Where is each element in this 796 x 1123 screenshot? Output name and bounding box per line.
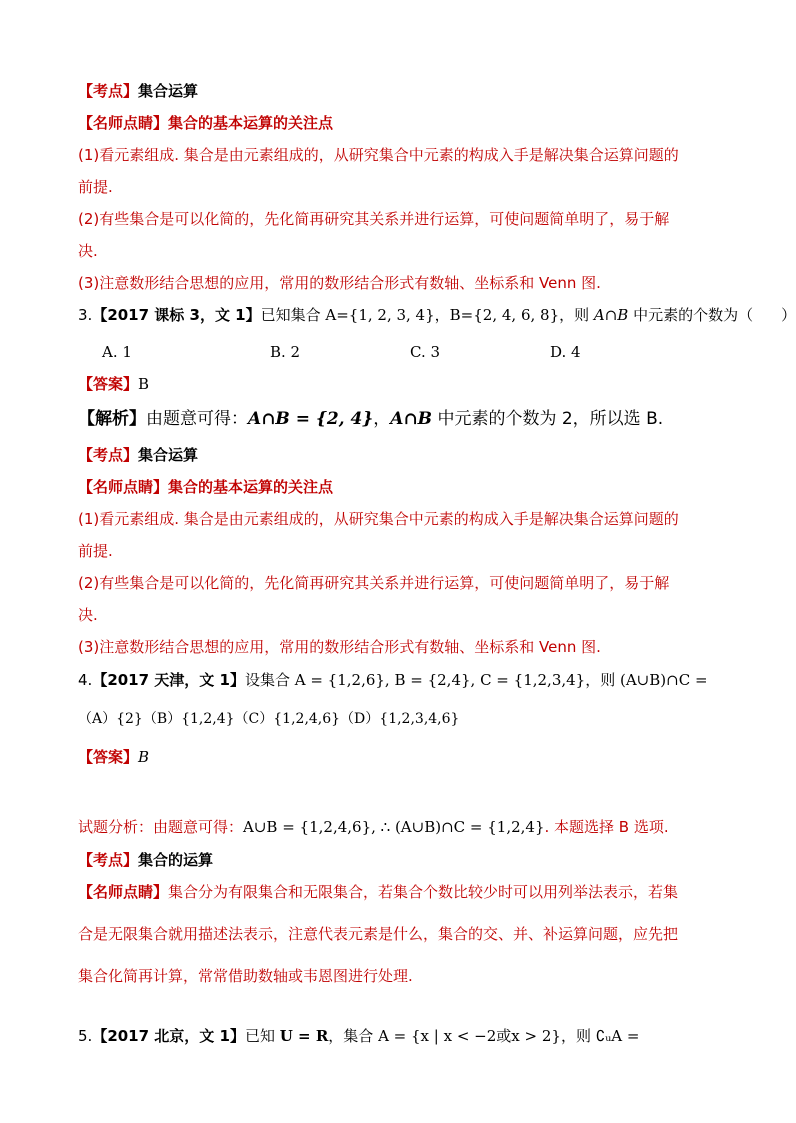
kaodian-text: 集合运算: [138, 446, 199, 464]
question-stem-part: 已知集合 A={1, 2, 3, 4}，B={2, 4, 6, 8}，则: [260, 306, 594, 324]
point-1b: 前提.: [78, 178, 113, 196]
point-2a: (2)有些集合是可以化简的，先化简再研究其关系并进行运算，可使问题简单明了，易于解: [78, 210, 670, 228]
analysis-text: ，: [373, 409, 391, 429]
answer-value: B: [138, 748, 150, 766]
dianjing-tag: 【名师点睛】: [78, 883, 169, 901]
answer-tag: 【答案】: [78, 748, 139, 766]
answer-value: B: [138, 375, 150, 393]
analysis-line-3: [78, 408, 663, 430]
math-expression: A∩B: [390, 409, 433, 429]
kaodian-text: 集合的运算: [138, 851, 214, 869]
point-2a: (2)有些集合是可以化简的，先化简再研究其关系并进行运算，可使问题简单明了，易于解: [78, 574, 670, 592]
math-expression: A∪B = {1,2,4,6}, ∴ (A∪B)∩C = {1,2,4}: [243, 818, 545, 836]
point-1b: 前提.: [78, 542, 113, 560]
point-3: (3)注意数形结合思想的应用，常用的数形结合形式有数轴、坐标系和 Venn 图.: [78, 638, 601, 656]
option-d: D. 4: [550, 343, 581, 361]
analysis-text: 由题意可得：: [146, 409, 248, 429]
point-1a: (1)看元素组成. 集合是由元素组成的，从研究集合中元素的构成入手是解决集合运算问题的: [78, 146, 679, 164]
math-expression: A = {1,2,6}, B = {2,4}, C = {1,2,3,4}: [294, 671, 586, 689]
question-4-stem: [78, 669, 708, 691]
analysis-text: 中元素的个数为 2，所以选 B.: [432, 409, 664, 429]
answer-line-4: [78, 746, 149, 768]
dianjing-text: 集合分为有限集合和无限集合，若集合个数比较少时可以用列举法表示，若集: [168, 883, 679, 901]
kaodian-text: 集合运算: [138, 82, 199, 100]
dianjing-tag: 【名师点睛】: [78, 114, 169, 132]
question-4-options: （A）{2}（B）{1,2,4}（C）{1,2,4,6}（D）{1,2,3,4,6}: [78, 711, 460, 727]
point-2b: 决.: [78, 606, 98, 624]
question-stem-part: ，集合: [328, 1027, 379, 1045]
dianjing-continued: 集合化简再计算，常常借助数轴或韦恩图进行处理.: [78, 967, 413, 985]
question-stem-part: ）: [781, 306, 796, 324]
question-number: 3.: [78, 306, 93, 324]
question-stem-part: ，则: [560, 1027, 596, 1045]
analysis-text: 试题分析：由题意可得：: [78, 818, 244, 836]
question-source: 【2017 天津，文 1】: [92, 671, 245, 689]
kaodian-line-1: [78, 80, 198, 102]
point-3: (3)注意数形结合思想的应用，常用的数形结合形式有数轴、坐标系和 Venn 图.: [78, 274, 601, 292]
math-expression: ∁ᵤA =: [595, 1027, 640, 1045]
math-expression: (A∪B)∩C =: [620, 671, 708, 689]
analysis-text: . 本题选择 B 选项.: [544, 818, 669, 836]
option-c: C. 3: [410, 343, 441, 361]
kaodian-tag: 【考点】: [78, 82, 139, 100]
point-1a: (1)看元素组成. 集合是由元素组成的，从研究集合中元素的构成入手是解决集合运算问题的: [78, 510, 679, 528]
math-expression: A = {x | x < −2或x > 2}: [378, 1027, 561, 1045]
answer-line-3: [78, 373, 149, 395]
kaodian-line-3: [78, 849, 213, 871]
analysis-tag: 【解析】: [78, 409, 146, 429]
question-number: 4.: [78, 671, 93, 689]
question-stem-part: ，则: [585, 671, 620, 689]
dianjing-line-1: [78, 112, 333, 134]
dianjing-line-3: [78, 881, 678, 903]
point-2b: 决.: [78, 242, 98, 260]
answer-tag: 【答案】: [78, 375, 139, 393]
dianjing-text: 集合的基本运算的关注点: [168, 478, 334, 496]
dianjing-continued: 合是无限集合就用描述法表示，注意代表元素是什么，集合的交、并、补运算问题，应先把: [78, 925, 679, 943]
question-stem-part: 中元素的个数为（: [628, 306, 754, 324]
math-expression: U = R: [279, 1027, 329, 1045]
kaodian-tag: 【考点】: [78, 851, 139, 869]
question-source: 【2017 课标 3，文 1】: [92, 306, 261, 324]
math-expression: A∩B: [593, 306, 629, 324]
option-b: B. 2: [270, 343, 301, 361]
option-a: A. 1: [102, 343, 132, 361]
dianjing-line-2: [78, 476, 333, 498]
analysis-line-4: [78, 816, 669, 838]
dianjing-text: 集合的基本运算的关注点: [168, 114, 334, 132]
kaodian-line-2: [78, 444, 198, 466]
question-number: 5.: [78, 1027, 93, 1045]
question-3-stem: [78, 304, 796, 326]
question-source: 【2017 北京，文 1】: [92, 1027, 245, 1045]
math-expression: A∩B = {2, 4}: [248, 409, 374, 429]
question-stem-part: 已知: [244, 1027, 280, 1045]
kaodian-tag: 【考点】: [78, 446, 139, 464]
dianjing-tag: 【名师点睛】: [78, 478, 169, 496]
question-5-stem: [78, 1025, 639, 1047]
question-stem-part: 设集合: [244, 671, 295, 689]
